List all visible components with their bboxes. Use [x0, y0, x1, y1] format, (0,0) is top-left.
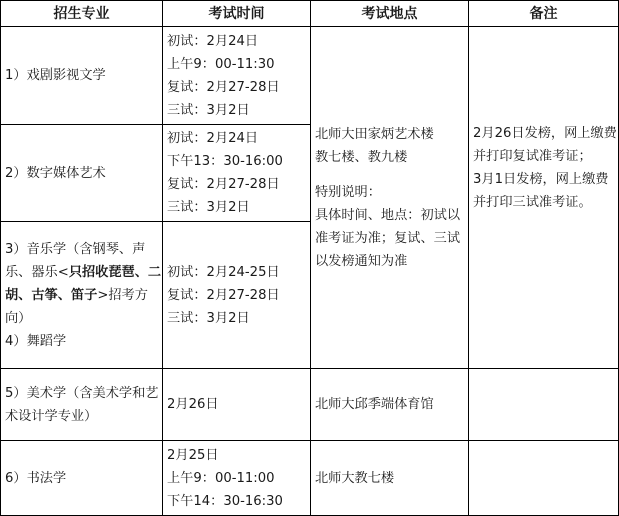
special-note-title: 特别说明：	[315, 184, 381, 200]
major-name-prefix: 3）音乐学（含钢琴、声乐、器乐<	[5, 241, 146, 280]
major-cell	[1, 222, 163, 369]
special-note-text: 具体时间、地点：初试以准考证为准；复试、三试以发榜通知为准	[315, 207, 461, 269]
major-name: 5）美术学（含美术学和艺术设计学专业）	[5, 385, 159, 424]
table-row	[1, 441, 619, 516]
time-line: 2月25日	[167, 447, 219, 463]
location-cell	[311, 441, 469, 516]
time-line: 三试：3月2日	[167, 102, 250, 118]
time-cell	[163, 125, 311, 222]
major-cell	[1, 369, 163, 441]
time-line: 下午13：30-16:00	[167, 154, 283, 169]
time-line: 初试：2月24日	[167, 131, 259, 146]
time-line: 三试：3月2日	[167, 200, 250, 215]
time-cell	[163, 369, 311, 441]
location-place-line: 教七楼、教九楼	[315, 149, 408, 165]
time-cell	[163, 441, 311, 516]
spacer	[315, 169, 468, 181]
major-name: 1）戏剧影视文学	[5, 68, 106, 83]
time-cell	[163, 222, 311, 369]
time-line: 三试：3月2日	[167, 310, 250, 326]
shared-location-cell	[311, 27, 469, 369]
time-line: 上午9：00-11:30	[167, 56, 275, 72]
time-line: 复试：2月27-28日	[167, 79, 280, 95]
remark-line: 3月1日发榜，网上缴费并打印三试准考证。	[473, 171, 609, 210]
major-name: 2）数字媒体艺术	[5, 165, 106, 181]
header-exam-location: 考试地点	[311, 1, 469, 27]
header-row	[1, 1, 619, 27]
time-line: 复试：2月27-28日	[167, 177, 280, 192]
major-name-instruments: 只招收琵琶、二胡、古筝、笛子	[5, 264, 162, 303]
major-name: 6）书法学	[5, 470, 67, 486]
header-major: 招生专业	[1, 1, 163, 27]
major-cell	[1, 441, 163, 516]
time-line: 上午9：00-11:00	[167, 470, 275, 486]
major-name: 4）舞蹈学	[5, 333, 67, 349]
time-line: 初试：2月24-25日	[167, 264, 280, 280]
header-remarks: 备注	[469, 1, 619, 27]
remark-cell	[469, 441, 619, 516]
time-cell	[163, 27, 311, 125]
time-line: 2月26日	[167, 397, 219, 412]
time-line: 复试：2月27-28日	[167, 287, 280, 303]
location-text: 北师大邱季端体育馆	[315, 397, 434, 412]
time-line: 下午14：30-16:30	[167, 493, 283, 509]
major-name-suffix: >招考方向）	[5, 287, 148, 326]
shared-remark-cell	[469, 27, 619, 369]
location-place-line: 北师大田家炳艺术楼	[315, 126, 434, 142]
time-line: 初试：2月24日	[167, 33, 259, 49]
header-exam-time: 考试时间	[163, 1, 311, 27]
table-row	[1, 369, 619, 441]
major-cell	[1, 125, 163, 222]
location-cell	[311, 369, 469, 441]
table-row	[1, 27, 619, 125]
location-text: 北师大教七楼	[315, 470, 395, 486]
remark-line: 2月26日发榜，网上缴费并打印复试准考证；	[473, 125, 617, 164]
remark-cell	[469, 369, 619, 441]
major-cell	[1, 27, 163, 125]
